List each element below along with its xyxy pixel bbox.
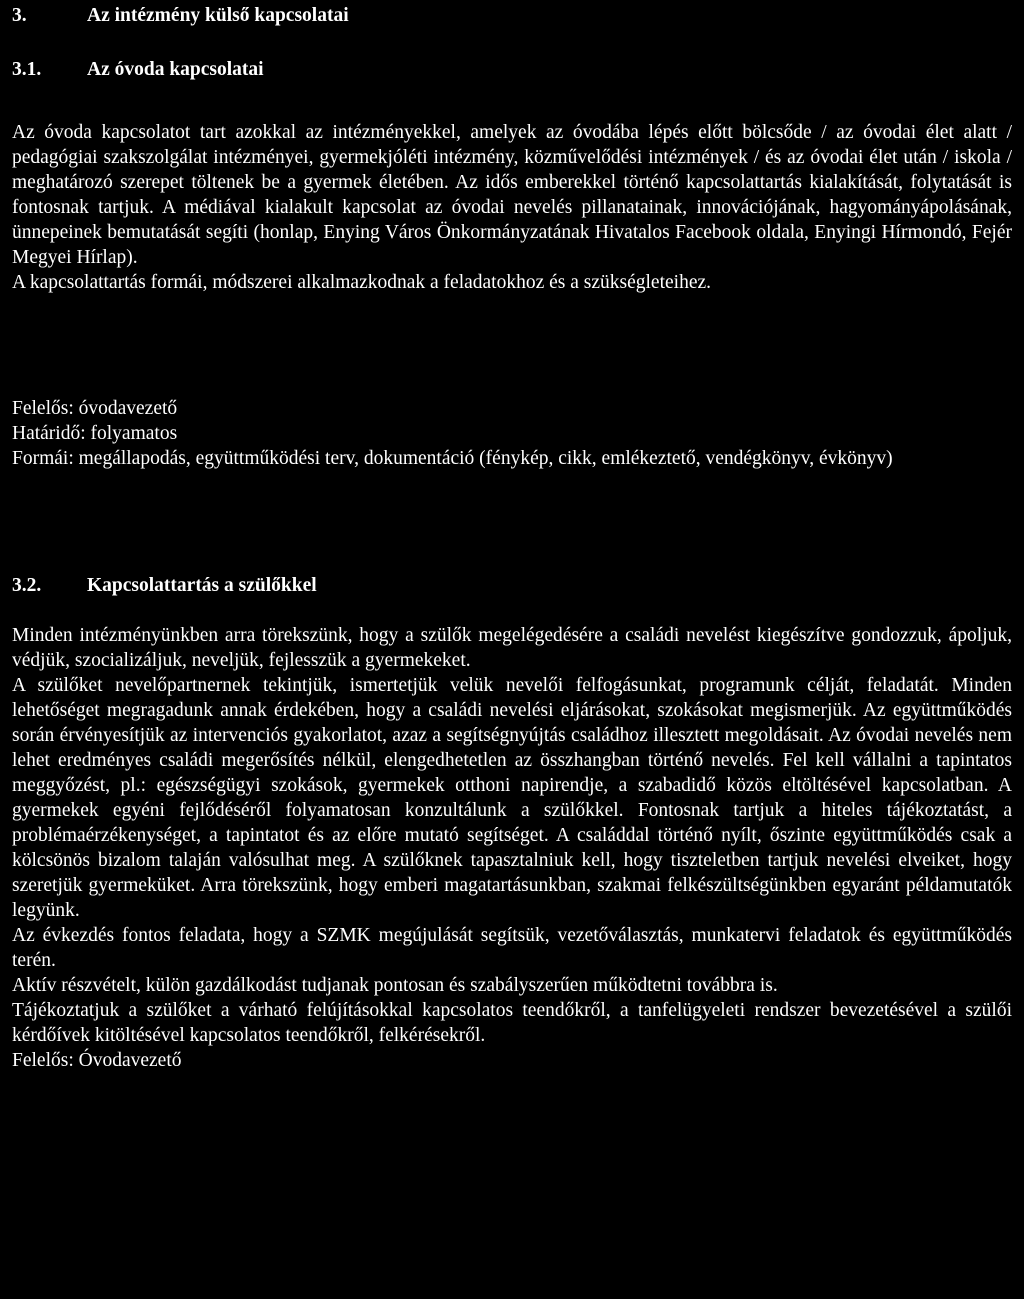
subsection-1-title: Az óvoda kapcsolatai bbox=[87, 59, 264, 80]
subsection-2-paragraph-2: A szülőket nevelőpartnernek tekintjük, ismertetjük velük nevelői felfogásunkat, programunk célját, feladatát. Minden lehetőséget megragadunk annak érdekében, hogy a családi nevelési eljárásokat, szokásokat megismerjük. Az együttműködés során érvényesítjük az intervenciós gyakorlatot, azaz a segítségnyújtás családhoz illesztett megoldásait. Az óvodai nevelés nem lehet eredményes családi megerősítés nélkül, elengedhetetlen az összhangban történő nevelés. Fel kell vállalni a tapintatos meggyőzést, pl.: egészségügyi szokások, gyermekek otthoni napirendje, a szabadidő közös eltöltésével kapcsolatban. A gyermekek egyéni fejlődéséről folyamatosan konzultálunk a szülőkkel. Fontosnak tartjuk a hiteles tájékoztatást, a problémaérzékenységet, a tapintatot és az előre mutató segítséget. A családdal történő nyílt, őszinte együttműködés csak a kölcsönös bizalom talaján valósulhat meg. A szülőknek tapasztalniuk kell, hogy tiszteletben tartjuk nevelési elveiket, hogy szeretjük gyermeküket. Arra törekszünk, hogy emberi magatartásunkban, szakmai felkészültségünkben egyaránt példamutatók legyünk. bbox=[12, 675, 1012, 921]
subsection-2-paragraph-3: Az évkezdés fontos feladata, hogy a SZMK megújulását segítsük, vezetőválasztás, munkatervi feladatok és együttműködés terén. bbox=[12, 925, 1012, 971]
subsection-1-number: 3.1. bbox=[12, 59, 42, 80]
subsection-1-responsible: Felelős: óvodavezető bbox=[12, 398, 178, 419]
section-number: 3. bbox=[12, 5, 27, 26]
subsection-2-body bbox=[12, 623, 1012, 1073]
subsection-2-title: Kapcsolattartás a szülőkkel bbox=[87, 575, 317, 596]
subsection-2-paragraph-1: Minden intézményünkben arra törekszünk, hogy a szülők megelégedésére a családi nevelést kiegészítve gondozzuk, ápoljuk, védjük, szocializáljuk, neveljük, fejlesszük a gyermekeket. bbox=[12, 625, 1012, 671]
subsection-1-forms: Formái: megállapodás, együttműködési terv, dokumentáció (fénykép, cikk, emlékeztető, vendégkönyv, évkönyv) bbox=[12, 448, 893, 469]
subsection-2-responsible: Felelős: Óvodavezető bbox=[12, 1050, 182, 1071]
subsection-1-deadline: Határidő: folyamatos bbox=[12, 423, 178, 444]
subsection-2-paragraph-4: Aktív részvételt, külön gazdálkodást tudjanak pontosan és szabályszerűen működtetni továbbra is. bbox=[12, 975, 778, 996]
subsection-2-paragraph-5: Tájékoztatjuk a szülőket a várható felújításokkal kapcsolatos teendőkről, a tanfelügyeleti rendszer bevezetésével a szülői kérdőívek kitöltésével kapcsolatos teendőkről, felkérésekről. bbox=[12, 1000, 1012, 1046]
subsection-1-paragraph-1: Az óvoda kapcsolatot tart azokkal az intézményekkel, amelyek az óvodába lépés előtt bölcsőde / az óvodai élet alatt / pedagógiai szakszolgálat intézményei, gyermekjóléti intézmény, közművelődési intézmények / és az óvodai élet után / iskola / meghatározó szerepet töltenek be a gyermek életében. Az idős emberekkel történő kapcsolattartás kialakítását, folytatását is fontosnak tartjuk. A médiával kialakult kapcsolat az óvodai nevelés pillanatainak, innovációjának, hagyományápolásának, ünnepeinek bemutatását segíti (honlap, Enying Város Önkormányzatának Hivatalos Facebook oldala, Enyingi Hírmondó, Fejér Megyei Hírlap). bbox=[12, 122, 1012, 268]
subsection-1-body bbox=[12, 120, 1012, 295]
subsection-1-heading bbox=[12, 57, 264, 82]
section-title: Az intézmény külső kapcsolatai bbox=[87, 5, 349, 26]
subsection-1-meta bbox=[12, 396, 1012, 471]
subsection-2-number: 3.2. bbox=[12, 575, 42, 596]
subsection-1-paragraph-2: A kapcsolattartás formái, módszerei alkalmazkodnak a feladatokhoz és a szükségleteihez. bbox=[12, 272, 712, 293]
section-heading bbox=[12, 3, 349, 28]
subsection-2-heading bbox=[12, 573, 317, 598]
